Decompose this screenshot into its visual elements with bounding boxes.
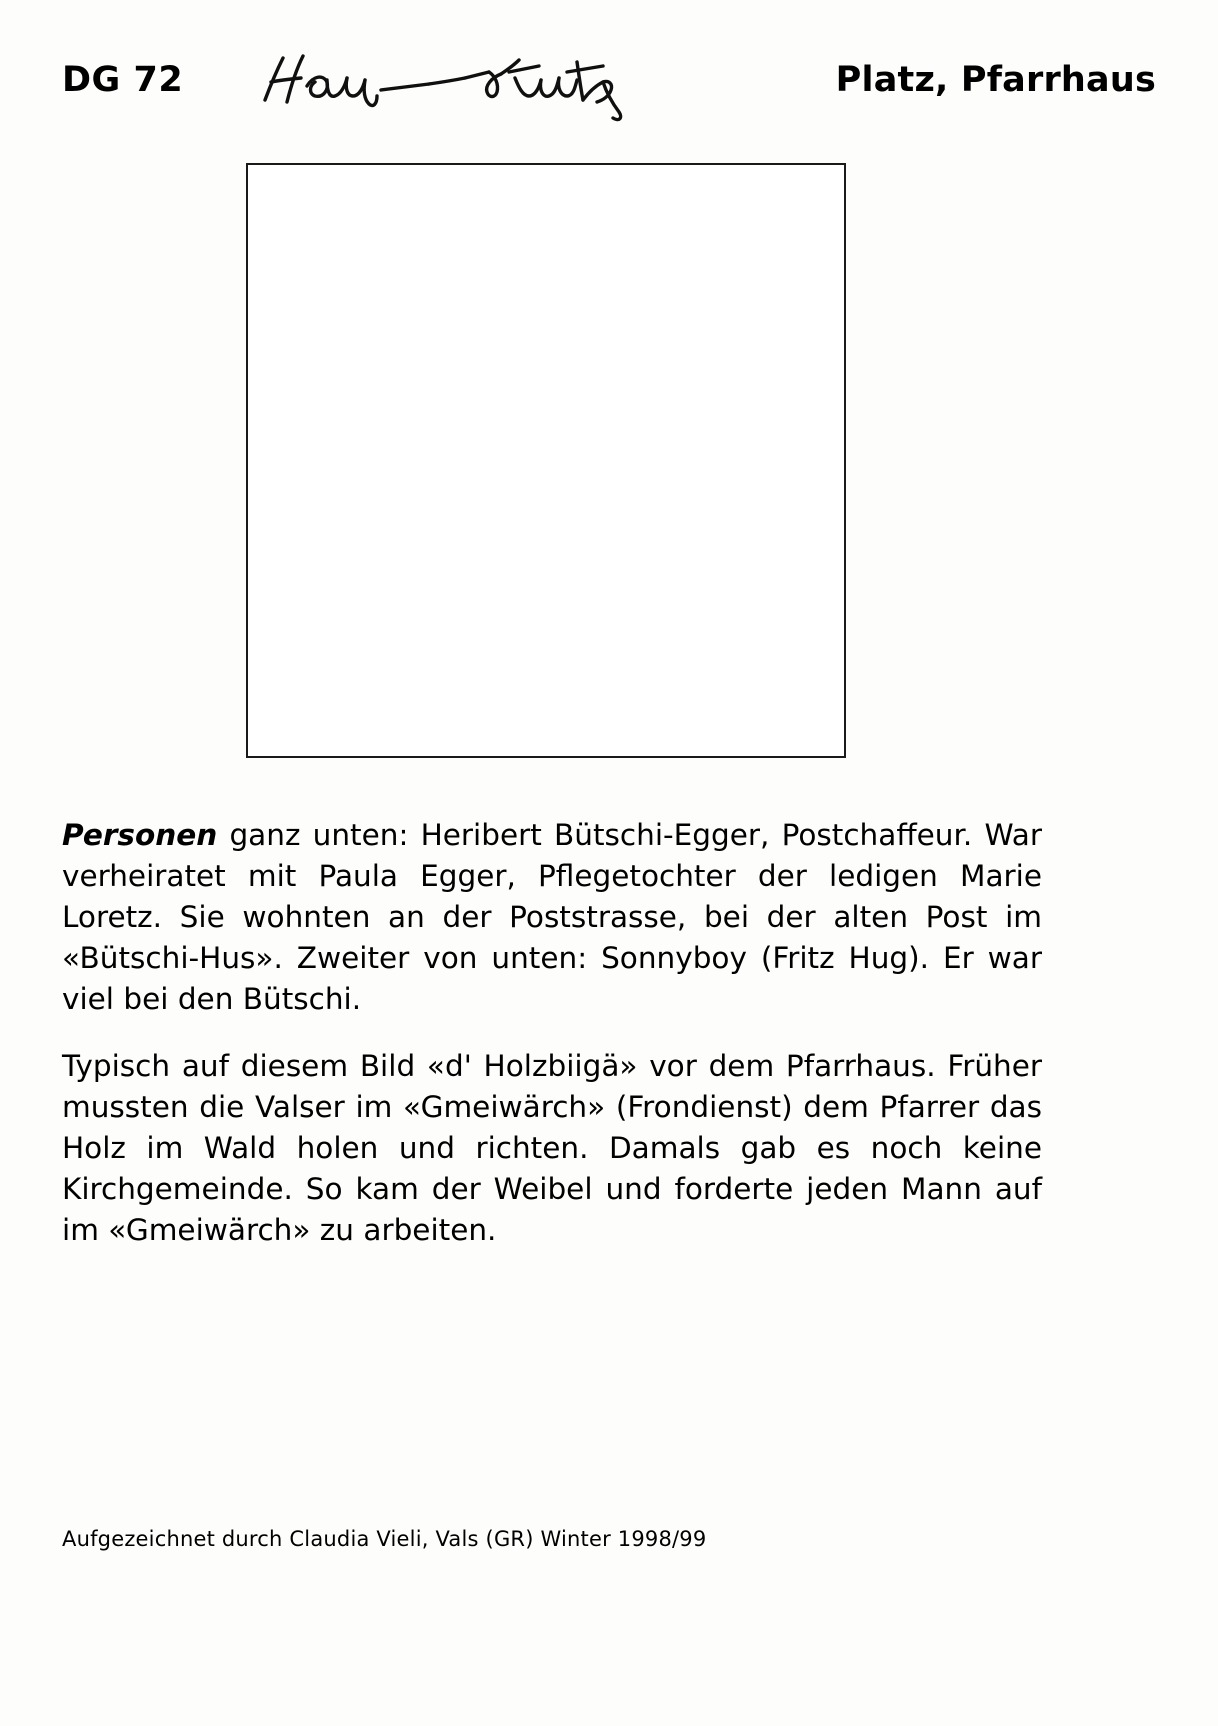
page-title: Platz, Pfarrhaus xyxy=(835,60,1156,100)
body-text xyxy=(62,815,1042,1251)
footer-credit: Aufgezeichnet durch Claudia Vieli, Vals (GR) Winter 1998/99 xyxy=(62,1527,707,1551)
photo-frame xyxy=(246,163,846,758)
paragraph-persons xyxy=(62,815,1042,1020)
handwritten-signature-icon xyxy=(257,42,677,122)
paragraph-lead-label: Personen xyxy=(62,818,218,852)
paragraph-holzbiiga: Typisch auf diesem Bild «d' Holzbiigä» vor dem Pfarrhaus. Früher mussten die Valser im «Gmeiwärch» (Frondienst) dem Pfarrer das Holz im Wald holen und richten. Damals gab es noch keine Kirchgemeinde. So kam der Weibel und forderte jeden Mann auf im «Gmeiwärch» zu arbeiten. xyxy=(62,1049,1042,1247)
paragraph-persons-text: ganz unten: Heribert Bütschi-Egger, Postchaffeur. War verheiratet mit Paula Egger, Pflegetochter der ledigen Marie Loretz. Sie wohnten an der Poststrasse, bei der alten Post im «Bütschi-Hus». Zweiter von unten: Sonnyboy (Fritz Hug). Er war viel bei den Bütschi. xyxy=(62,818,1042,1016)
page-header xyxy=(62,52,1156,114)
document-id: DG 72 xyxy=(62,60,184,100)
